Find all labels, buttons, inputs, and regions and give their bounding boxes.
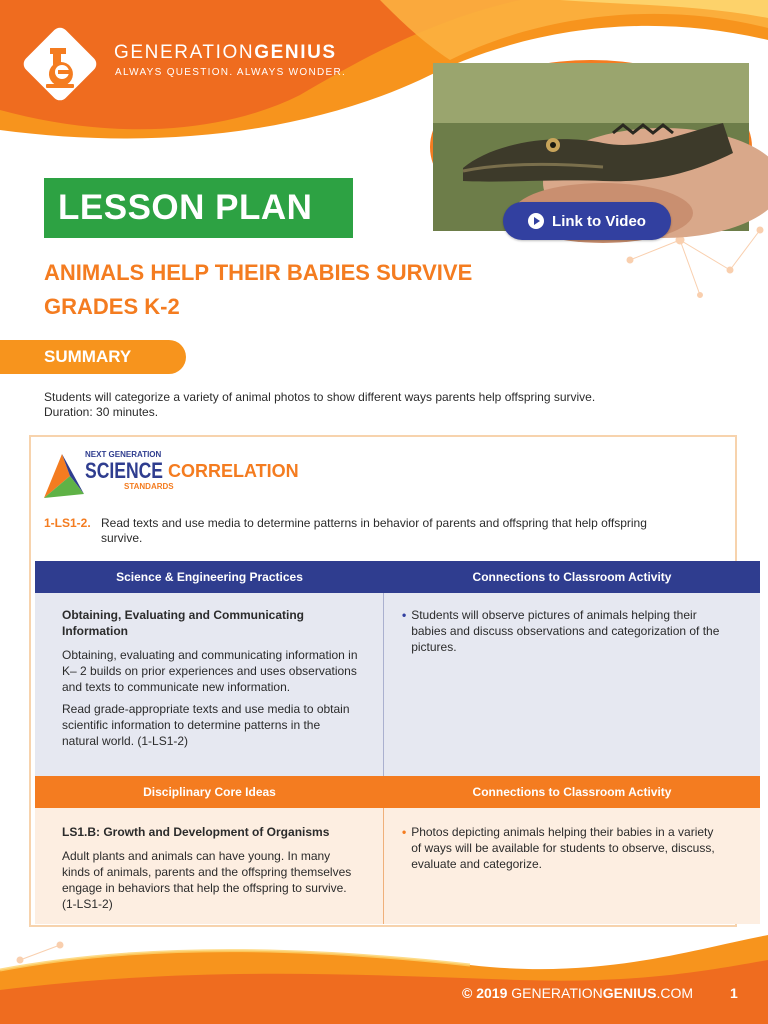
list-item [402, 824, 720, 872]
footer-background [0, 930, 768, 1024]
practices-paragraph: Read grade-appropriate texts and use media to obtain scientific information to determine patterns in the natural world. (1-LS1-2) [62, 702, 350, 748]
correlation-label: CORRELATION [168, 461, 299, 481]
practices-title: Obtaining, Evaluating and Communicating Information [62, 608, 305, 638]
ngss-logo-top: NEXT GENERATION [85, 450, 162, 459]
disciplinary-core-ideas-header: Disciplinary Core Ideas [35, 776, 384, 808]
brand-tagline: ALWAYS QUESTION. ALWAYS WONDER. [115, 67, 347, 78]
summary-text [44, 390, 724, 420]
link-to-video-label: Link to Video [552, 212, 646, 230]
page-number: 1 [730, 985, 738, 1001]
copyright-year: © 2019 [462, 985, 508, 1001]
generation-genius-logo [18, 22, 102, 106]
footer-site-light: GENERATION [511, 985, 603, 1001]
standard-code: 1-LS1-2. [44, 516, 91, 530]
lesson-grade-line: GRADES K-2 [44, 294, 180, 319]
bullet-icon: • [402, 608, 407, 622]
lesson-title [44, 256, 472, 324]
ngss-logo-bottom: STANDARDS [124, 482, 174, 491]
duration-line: Duration: 30 minutes. [44, 405, 159, 419]
lesson-plan-banner: LESSON PLAN [44, 178, 353, 238]
core-ideas-connection-text: Photos depicting animals helping their babies in a variety of ways will be available for students to observe, discuss, evaluate and categorize. [411, 825, 715, 871]
connections-classroom-activity-header: Connections to Classroom Activity [384, 776, 760, 808]
core-ideas-cell [35, 808, 384, 924]
standard-text: Read texts and use media to determine patterns in behavior of parents and offspring that help offspring survive. [101, 516, 647, 545]
core-ideas-connection-cell [384, 808, 760, 924]
summary-line: Students will categorize a variety of animal photos to show different ways parents help offspring survive. [44, 390, 596, 404]
footer-site-suffix: .COM [656, 985, 694, 1001]
core-ideas-title: LS1.B: Growth and Development of Organisms [62, 825, 330, 839]
science-engineering-practices-header: Science & Engineering Practices [35, 561, 384, 593]
connections-classroom-activity-header: Connections to Classroom Activity [384, 561, 760, 593]
footer-site-bold: GENIUS [602, 985, 657, 1001]
list-item [402, 607, 720, 655]
link-to-video-button[interactable] [503, 202, 671, 240]
ngss-logo-main: SCIENCE [85, 458, 163, 483]
practices-paragraph: Obtaining, evaluating and communicating information in K– 2 builds on prior experiences and uses observations and texts to communicate new information. [62, 648, 358, 694]
practices-cell [35, 593, 384, 776]
footer-copyright [462, 985, 693, 1001]
brand-name: GENERATIONGENIUS [114, 42, 337, 63]
play-icon [528, 213, 544, 229]
summary-heading: SUMMARY [0, 340, 186, 374]
core-ideas-paragraph: Adult plants and animals can have young. In many kinds of animals, parents and the offspring themselves engage in behaviors that help the offspring to survive. (1-LS1-2) [62, 849, 352, 911]
practices-connection-text: Students will observe pictures of animals helping their babies and discuss observations and categorization of the pictures. [411, 608, 720, 654]
practices-connection-cell [384, 593, 760, 776]
bullet-icon: • [402, 825, 407, 839]
lesson-title-line: ANIMALS HELP THEIR BABIES SURVIVE [44, 260, 473, 285]
ngss-logo [40, 446, 174, 504]
